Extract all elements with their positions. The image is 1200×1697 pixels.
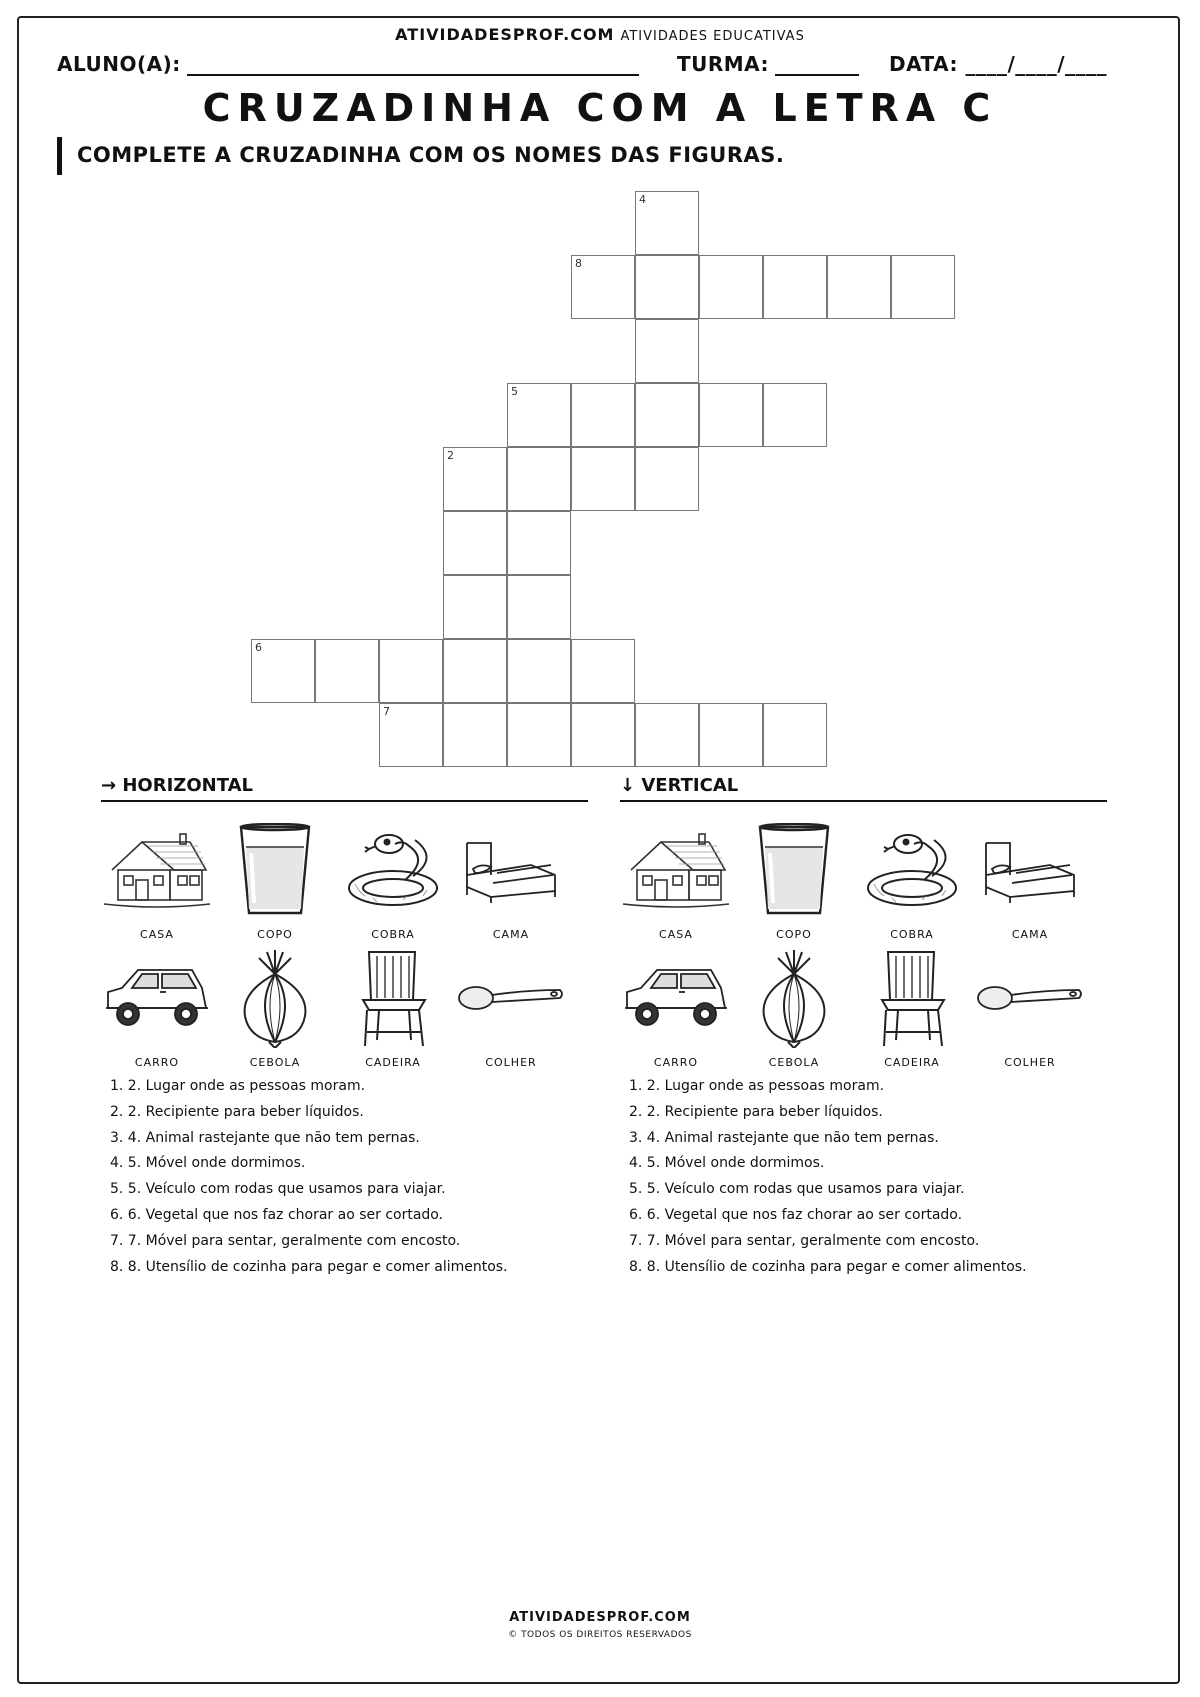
- picture-card: [853, 948, 971, 1069]
- picture-card: [452, 948, 570, 1069]
- crossword-cell[interactable]: [507, 511, 571, 575]
- spoon-icon: [971, 948, 1089, 1048]
- crossword-cell[interactable]: [379, 703, 443, 767]
- crossword-cell[interactable]: [507, 383, 571, 447]
- chair-icon: [334, 948, 452, 1048]
- clue-item: 4. 5. Móvel onde dormimos.: [629, 1155, 825, 1172]
- class-field: [677, 52, 859, 76]
- clue-item: 2. 2. Recipiente para beber líquidos.: [110, 1103, 364, 1120]
- vertical-pictures: [627, 820, 1107, 1075]
- picture-card: [334, 820, 452, 941]
- clue-item: 4. 5. Móvel onde dormimos.: [110, 1155, 306, 1172]
- crossword-cell[interactable]: [571, 447, 635, 511]
- crossword-cell[interactable]: [635, 319, 699, 383]
- class-blank[interactable]: [775, 56, 859, 76]
- picture-caption: CAMA: [492, 928, 530, 941]
- crossword-cell[interactable]: [571, 383, 635, 447]
- footer-site: ATIVIDADESPROF.COM: [509, 1610, 691, 1625]
- crossword-cell[interactable]: [635, 255, 699, 319]
- clue-item: 8. 8. Utensílio de cozinha para pegar e comer alimentos.: [629, 1258, 1027, 1275]
- picture-caption: COLHER: [1004, 1056, 1056, 1069]
- crossword-cell[interactable]: [443, 639, 507, 703]
- crossword-cell[interactable]: [507, 639, 571, 703]
- house-icon: [98, 820, 216, 920]
- onion-icon: [216, 948, 334, 1048]
- site-subtitle: ATIVIDADES EDUCATIVAS: [620, 29, 805, 44]
- car-icon: [617, 948, 735, 1048]
- crossword-cell[interactable]: [635, 191, 699, 255]
- clue-item: 1. 2. Lugar onde as pessoas moram.: [629, 1078, 885, 1094]
- picture-card: [735, 820, 853, 941]
- clue-item: 6. 6. Vegetal que nos faz chorar ao ser cortado.: [629, 1206, 963, 1223]
- clue-item: 1. 2. Lugar onde as pessoas moram.: [110, 1078, 366, 1094]
- instruction-text: COMPLETE A CRUZADINHA COM OS NOMES DAS FIGURAS.: [77, 143, 785, 167]
- chair-icon: [853, 948, 971, 1048]
- clue-item: 3. 4. Animal rastejante que não tem pernas.: [110, 1129, 420, 1146]
- crossword-cell[interactable]: [571, 639, 635, 703]
- clue-item: 5. 5. Veículo com rodas que usamos para viajar.: [629, 1181, 965, 1198]
- vertical-heading: ↓ VERTICAL: [620, 775, 1107, 802]
- picture-card: [617, 948, 735, 1069]
- crossword-cell[interactable]: [251, 639, 315, 703]
- crossword-cell[interactable]: [827, 255, 891, 319]
- clue-number: 6: [255, 641, 262, 654]
- picture-card: [971, 820, 1089, 941]
- glass-icon: [216, 820, 334, 920]
- picture-caption: CARRO: [653, 1056, 699, 1069]
- crossword-cell[interactable]: [699, 255, 763, 319]
- crossword-cell[interactable]: [443, 447, 507, 511]
- picture-caption: COPO: [257, 928, 293, 941]
- onion-icon: [735, 948, 853, 1048]
- clue-item: 5. 5. Veículo com rodas que usamos para viajar.: [110, 1181, 446, 1198]
- crossword-cell[interactable]: [635, 447, 699, 511]
- clue-item: 3. 4. Animal rastejante que não tem pernas.: [629, 1129, 939, 1146]
- picture-card: [617, 820, 735, 941]
- crossword-cell[interactable]: [507, 447, 571, 511]
- picture-card: [971, 948, 1089, 1069]
- footer-rights: © TODOS OS DIREITOS RESERVADOS: [508, 1630, 692, 1640]
- glass-icon: [735, 820, 853, 920]
- clue-number: 5: [511, 385, 518, 398]
- clue-item: 8. 8. Utensílio de cozinha para pegar e comer alimentos.: [110, 1258, 508, 1275]
- horizontal-heading: → HORIZONTAL: [101, 775, 588, 802]
- picture-caption: COPO: [776, 928, 812, 941]
- crossword-cell[interactable]: [635, 703, 699, 767]
- snake-icon: [853, 820, 971, 920]
- picture-card: [735, 948, 853, 1069]
- crossword-cell[interactable]: [507, 575, 571, 639]
- picture-caption: CAMA: [1011, 928, 1049, 941]
- bed-icon: [971, 820, 1089, 920]
- crossword-cell[interactable]: [443, 575, 507, 639]
- instruction-marker: [57, 137, 62, 175]
- clue-item: 6. 6. Vegetal que nos faz chorar ao ser cortado.: [110, 1206, 444, 1223]
- date-blank[interactable]: ____/____/____: [965, 52, 1108, 76]
- crossword-cell[interactable]: [507, 703, 571, 767]
- picture-card: [216, 820, 334, 941]
- crossword-cell[interactable]: [763, 703, 827, 767]
- date-field: [889, 52, 1107, 76]
- picture-caption: CADEIRA: [365, 1056, 421, 1069]
- page-title: CRUZADINHA COM A LETRA C: [202, 86, 998, 130]
- picture-caption: COLHER: [485, 1056, 537, 1069]
- picture-caption: CASA: [659, 928, 693, 941]
- picture-card: [98, 948, 216, 1069]
- picture-caption: CASA: [140, 928, 174, 941]
- clue-number: 4: [639, 193, 646, 206]
- picture-card: [334, 948, 452, 1069]
- vertical-clue-list: [629, 1074, 1027, 1280]
- spoon-icon: [452, 948, 570, 1048]
- crossword-cell[interactable]: [763, 255, 827, 319]
- house-icon: [617, 820, 735, 920]
- student-field: [57, 52, 639, 76]
- clue-item: 7. 7. Móvel para sentar, geralmente com encosto.: [629, 1232, 980, 1249]
- car-icon: [98, 948, 216, 1048]
- crossword-cell[interactable]: [315, 639, 379, 703]
- crossword-cell[interactable]: [379, 639, 443, 703]
- crossword-cell[interactable]: [571, 255, 635, 319]
- crossword-cell[interactable]: [571, 703, 635, 767]
- clue-number: 2: [447, 449, 454, 462]
- crossword-cell[interactable]: [891, 255, 955, 319]
- clue-item: 2. 2. Recipiente para beber líquidos.: [629, 1103, 883, 1120]
- site-header: [0, 25, 1200, 44]
- snake-icon: [334, 820, 452, 920]
- clue-number: 8: [575, 257, 582, 270]
- picture-card: [216, 948, 334, 1069]
- date-label: DATA:: [889, 52, 958, 76]
- student-label: ALUNO(A):: [57, 52, 181, 76]
- clue-number: 7: [383, 705, 390, 718]
- class-label: TURMA:: [677, 52, 770, 76]
- crossword-cell[interactable]: [699, 703, 763, 767]
- picture-card: [452, 820, 570, 941]
- crossword-cell[interactable]: [699, 383, 763, 447]
- picture-card: [853, 820, 971, 941]
- crossword-cell[interactable]: [443, 511, 507, 575]
- clue-item: 7. 7. Móvel para sentar, geralmente com encosto.: [110, 1232, 461, 1249]
- crossword-cell[interactable]: [635, 383, 699, 447]
- site-name: ATIVIDADESPROF.COM: [395, 25, 615, 44]
- picture-caption: CEBOLA: [249, 1056, 301, 1069]
- picture-caption: CADEIRA: [884, 1056, 940, 1069]
- crossword-cell[interactable]: [763, 383, 827, 447]
- picture-caption: COBRA: [371, 928, 415, 941]
- picture-caption: CARRO: [134, 1056, 180, 1069]
- picture-caption: CEBOLA: [768, 1056, 820, 1069]
- horizontal-clue-list: [110, 1074, 508, 1280]
- horizontal-pictures: [108, 820, 588, 1075]
- picture-card: [98, 820, 216, 941]
- picture-caption: COBRA: [890, 928, 934, 941]
- crossword-cell[interactable]: [443, 703, 507, 767]
- student-name-blank[interactable]: [187, 56, 639, 76]
- bed-icon: [452, 820, 570, 920]
